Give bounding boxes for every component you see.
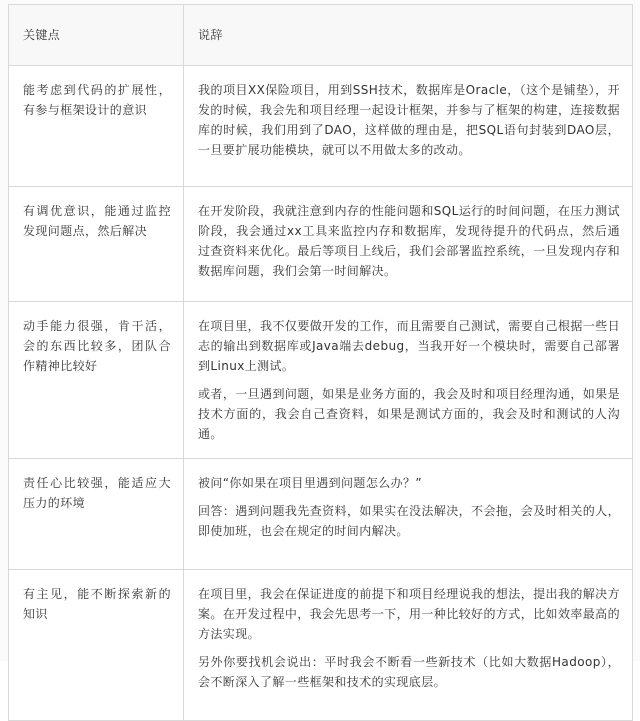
key-point-cell: 责任心比较强，能适应大压力的环境: [9, 459, 184, 570]
table-row: [9, 302, 633, 459]
header-talking-point: 说辞: [184, 5, 633, 66]
talking-point-paragraph: 回答：遇到问题我先查资料，如果实在没法解决，不会拖，会及时相关的人，即使加班，也会在规定的时间内解决。: [198, 504, 620, 538]
talking-point-cell: [184, 302, 633, 459]
table-row: [9, 570, 633, 721]
table-header-row: [9, 5, 633, 66]
talking-point-paragraph: 另外你要找机会说出：平时我会不断看一些新技术（比如大数据Hadoop），会不断深入了解一些框架和技术的实现底层。: [198, 655, 620, 689]
talking-point-cell: [184, 66, 633, 187]
talking-point-paragraph: 被问“你如果在项目里遇到问题怎么办？”: [198, 476, 423, 490]
table-row: [9, 187, 633, 302]
talking-point-paragraph: 我的项目XX保险项目，用到SSH技术，数据库是Oracle，（这个是铺垫），开发的时候，我会先和项目经理一起设计框架，并参与了框架的构建，连接数据库的时候，我们用到了DAO，这样做的理由是，把SQL语句封装到DAO层，一旦要扩展功能模块，就可以不用做太多的改动。: [198, 83, 620, 157]
talking-point-cell: [184, 570, 633, 721]
talking-point-paragraph: 或者，一旦遇到问题，如果是业务方面的，我会及时和项目经理沟通，如果是技术方面的，我会自己查资料，如果是测试方面的，我会及时和测试的人沟通。: [198, 387, 620, 441]
talking-point-paragraph: 在项目里，我会在保证进度的前提下和项目经理说我的想法，提出我的解决方案。在开发过程中，我会先思考一下，用一种比较好的方式，比如效率最高的方法实现。: [198, 587, 620, 641]
header-key-point: 关键点: [9, 5, 184, 66]
talking-point-cell: [184, 459, 633, 570]
key-point-cell: 有调优意识，能通过监控发现问题点，然后解决: [9, 187, 184, 302]
table-row: [9, 66, 633, 187]
talking-point-paragraph: 在开发阶段，我就注意到内存的性能问题和SQL运行的时间问题，在压力测试阶段，我会通过xx工具来监控内存和数据库，发现待提升的代码点，然后通过查资料来优化。最后等项目上线后，我们会部署监控系统，一旦发现内存和数据库问题，我们会第一时间解决。: [198, 204, 620, 278]
key-point-cell: 动手能力很强，肯干活，会的东西比较多，团队合作精神比较好: [9, 302, 184, 459]
key-point-cell: 有主见，能不断探索新的知识: [9, 570, 184, 721]
table-row: [9, 459, 633, 570]
key-point-cell: 能考虑到代码的扩展性，有参与框架设计的意识: [9, 66, 184, 187]
talking-point-paragraph: 在项目里，我不仅要做开发的工作，而且需要自己测试，需要自己根据一些日志的输出到数据库或Java端去debug，当我开好一个模块时，需要自己部署到Linux上测试。: [198, 319, 620, 373]
interview-talking-points-table: [8, 4, 633, 721]
talking-point-cell: [184, 187, 633, 302]
